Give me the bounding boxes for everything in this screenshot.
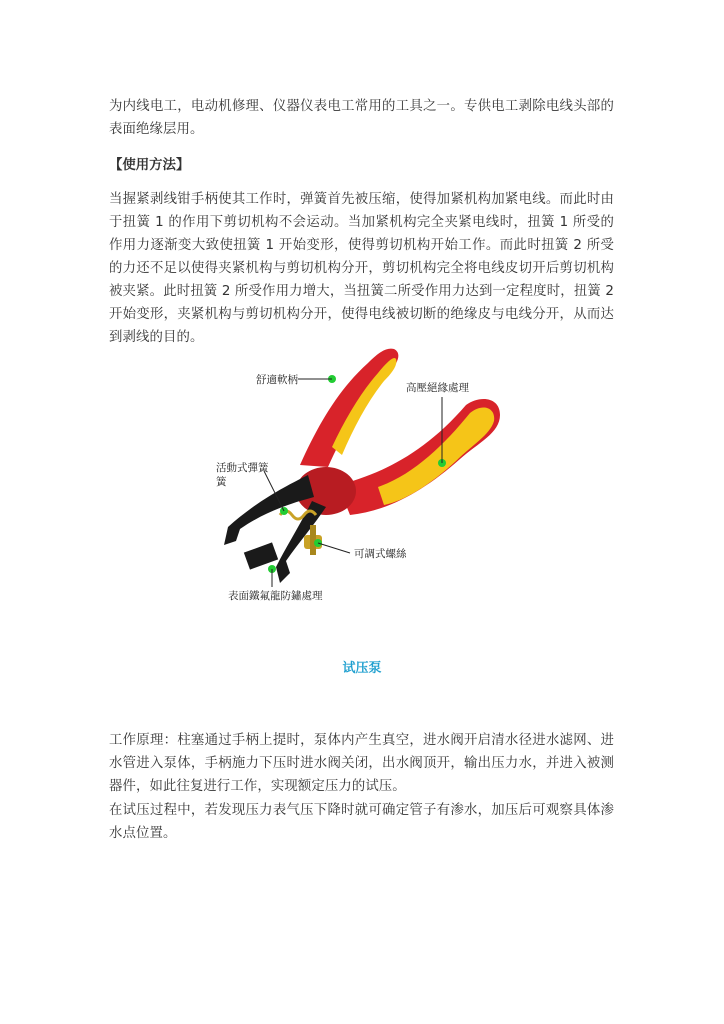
label-surface: 表面鐵氟龍防鏽處理 (228, 590, 323, 602)
lower-handle-yellow (378, 407, 494, 505)
label-spring-line2: 簧 (216, 476, 227, 488)
pump-title: 试压泵 (342, 661, 382, 676)
article-body (109, 95, 614, 345)
wire-stripper-figure (208, 335, 508, 607)
testing-paragraph: 在试压过程中，若发现压力表气压下降时就可确定管子有渗水，加压后可观察具体渗水点位置。 (109, 803, 614, 841)
label-spring: 活動式彈簧 (216, 462, 269, 474)
screw-shaft (310, 525, 316, 555)
usage-paragraph: 当握紧剥线钳手柄使其工作时，弹簧首先被压缩，使得加紧机构加紧电线。而此时由于扭簧 1 的作用下剪切机构不会运动。当加紧机构完全夹紧电线时，扭簧 1 所受的作用力逐渐变大致使扭簧 1 开始变形，使得剪切机构开始工作。而此时扭簧 2 所受的力还不足以使得夹紧机构与剪切机构分开，剪切机构完全将电线皮切开后剪切机构被夹紧。此时扭簧 2 所受作用力增大，当扭簧二所受作用力达到一定程度时，扭簧 2 开始变形，夹紧机构与剪切机构分开，使得电线被切断的绝缘皮与电线分开，从而达到剥线的目的。 (109, 192, 614, 345)
principle-paragraph: 工作原理：柱塞通过手柄上提时，泵体内产生真空，进水阀开启清水径进水滤网、进水管进入泵体，手柄施力下压时进水阀关闭，出水阀顶开，输出压力水，并进入被测器件，如此往复进行工作，实现额定压力的试压。 (109, 733, 614, 794)
leader-screw (318, 543, 350, 553)
wire-stripper-illustration (208, 335, 508, 607)
label-grip: 舒適軟柄 (256, 374, 298, 386)
label-insulation: 高壓絕緣處理 (406, 382, 469, 394)
usage-heading: 【使用方法】 (109, 158, 190, 173)
intro-paragraph: 为内线电工，电动机修理、仪器仪表电工常用的工具之一。专供电工剥除电线头部的表面绝缘层用。 (109, 99, 614, 137)
label-screw: 可調式螺絲 (354, 548, 407, 560)
